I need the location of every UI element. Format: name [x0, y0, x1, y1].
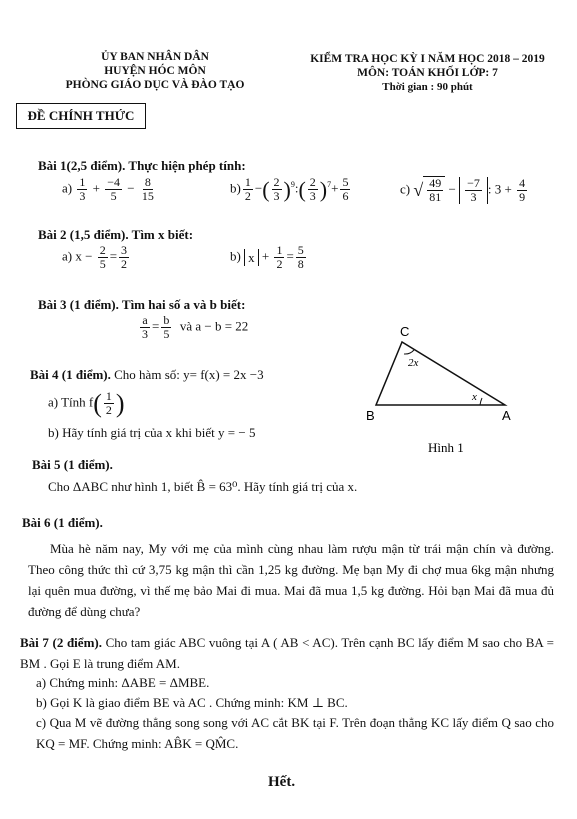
q1-b-label: b) — [230, 180, 241, 196]
fraction: $\frac{b}{5}$ — [163, 313, 170, 341]
exam-time: Thời gian : 90 phút — [382, 81, 473, 93]
fraction: $\frac{3}{2}$ — [121, 243, 128, 271]
q4-function: Cho hàm số: y= f(x) = 2x −3 — [114, 367, 264, 382]
angle-a-label: x — [472, 391, 477, 403]
q2-b: b) x + $\frac{1}{2}$ = $\frac{5}{8}$ — [230, 243, 304, 271]
fraction: $\frac{1}{2}$ — [276, 243, 283, 271]
end-marker: Hết. — [268, 774, 296, 790]
fraction: $\frac{2}{3}$ — [273, 175, 280, 203]
triangle-abc — [376, 342, 505, 405]
header-district: HUYỆN HÓC MÔN — [104, 65, 206, 77]
q1-c-label: c) — [400, 181, 411, 197]
q3-title: Bài 3 (1 điểm). Tìm hai số a và b biết: — [38, 297, 246, 312]
vertex-b-label: B — [366, 408, 375, 423]
q4-title: Bài 4 (1 điểm). — [30, 367, 111, 382]
q2-title: Bài 2 (1,5 điểm). Tìm x biết: — [38, 227, 194, 242]
header-right — [290, 52, 565, 94]
fraction: $\frac{1}{2}$ — [244, 175, 251, 203]
q7-b: b) Gọi K là giao điểm BE và AC . Chứng minh: KM ⊥ BC. — [36, 695, 348, 710]
angle-arc-a — [480, 398, 482, 405]
q1-a-label: a) — [62, 180, 73, 196]
q6-title: Bài 6 (1 điểm). — [22, 515, 103, 530]
exam-title: KIỂM TRA HỌC KỲ I NĂM HỌC 2018 – 2019 — [310, 53, 545, 65]
fraction: $\frac{5}{6}$ — [342, 175, 349, 203]
angle-c-label: 2x — [408, 357, 419, 369]
fraction: $\frac{2}{5}$ — [99, 243, 106, 271]
q1-b: b) $\frac{1}{2}$ −( $\frac{2}{3}$ )$^9$:( $\frac{2}{3}$ )$^7$+ $\frac{5}{6}$ — [230, 175, 349, 203]
q7-title: Bài 7 (2 điểm). — [20, 635, 102, 650]
header-left — [55, 50, 255, 92]
q1-c: c) √ $\frac{49}{81}$ − $\frac{-7}{3}$ : 3 + $\frac{4}{9}$ — [400, 176, 526, 204]
exam-subject: MÔN: TOÁN KHỐI LỚP: 7 — [357, 67, 498, 79]
fraction: $\frac{8}{15}$ — [141, 175, 154, 203]
official-exam-badge: ĐỀ CHÍNH THỨC — [16, 103, 146, 129]
q4-heading — [30, 366, 264, 383]
q5-text: Cho ΔABC như hình 1, biết B̂ = 63⁰. Hãy tính giá trị của x. — [48, 479, 358, 494]
q7-c: c) Qua M vẽ đường thẳng song song với AC cắt BK tại F. Trên đoạn thẳng KC lấy điểm Q sao cho KQ = MF. Chứng minh: AB̂K = QM̂C. — [36, 715, 554, 751]
fraction: $\frac{-4}{5}$ — [107, 175, 120, 203]
fraction: $\frac{1}{2}$ — [105, 389, 112, 417]
fraction: $\frac{4}{9}$ — [519, 176, 526, 204]
header-department: PHÒNG GIÁO DỤC VÀ ĐÀO TẠO — [65, 79, 245, 91]
q1-title: Bài 1(2,5 điểm). Thực hiện phép tính: — [38, 158, 246, 173]
q2-a: a) x − $\frac{2}{5}$ = $\frac{3}{2}$ — [62, 243, 128, 271]
header-committee: ỦY BAN NHÂN DÂN — [101, 51, 209, 63]
fraction: $\frac{49}{81}$ — [429, 176, 442, 204]
figure-caption: Hình 1 — [428, 440, 464, 455]
q7-intro-text: Cho tam giác ABC vuông tại A ( AB < AC). Trên cạnh BC lấy điểm M sao cho BA = BM . Gọi E là trung điểm AM. — [20, 635, 555, 671]
q6-text: Mùa hè năm nay, My với mẹ của mình cùng nhau làm rượu mận từ trái mận chín và đường. Theo công thức thì cứ 3,75 kg mận thì cần 1,25 kg đường. Mẹ bạn My đi chợ mua 6kg mận nhưng lại quên mua đường, vì thế mẹ bảo Mai đi mua. Mai đã mua 1,5 kg đường. Hỏi bạn Mai đã mua đủ đường để dùng chưa? — [28, 541, 554, 619]
q3-equation: $\frac{a}{3}$ = $\frac{b}{5}$ và a − b = 22 — [142, 313, 249, 341]
q4-a: a) Tính f( $\frac{1}{2}$ ) — [48, 389, 125, 418]
fraction: $\frac{2}{3}$ — [309, 175, 316, 203]
q5-title: Bài 5 (1 điểm). — [32, 457, 113, 472]
q4-b: b) Hãy tính giá trị của x khi biết y = − 5 — [48, 425, 256, 440]
angle-arc-c — [404, 350, 414, 354]
fraction: $\frac{a}{3}$ — [142, 313, 148, 341]
fraction: $\frac{-7}{3}$ — [467, 176, 480, 204]
q1-a: a) $\frac{1}{3}$ + $\frac{-4}{5}$ − $\frac{8}{15}$ — [62, 175, 154, 203]
triangle-figure — [360, 320, 530, 460]
vertex-a-label: A — [502, 408, 511, 423]
fraction: $\frac{1}{3}$ — [79, 175, 86, 203]
q7-a: a) Chứng minh: ΔABE = ΔMBE. — [36, 675, 210, 690]
q7-intro — [20, 632, 554, 674]
vertex-c-label: C — [400, 324, 410, 339]
fraction: $\frac{5}{8}$ — [297, 243, 304, 271]
